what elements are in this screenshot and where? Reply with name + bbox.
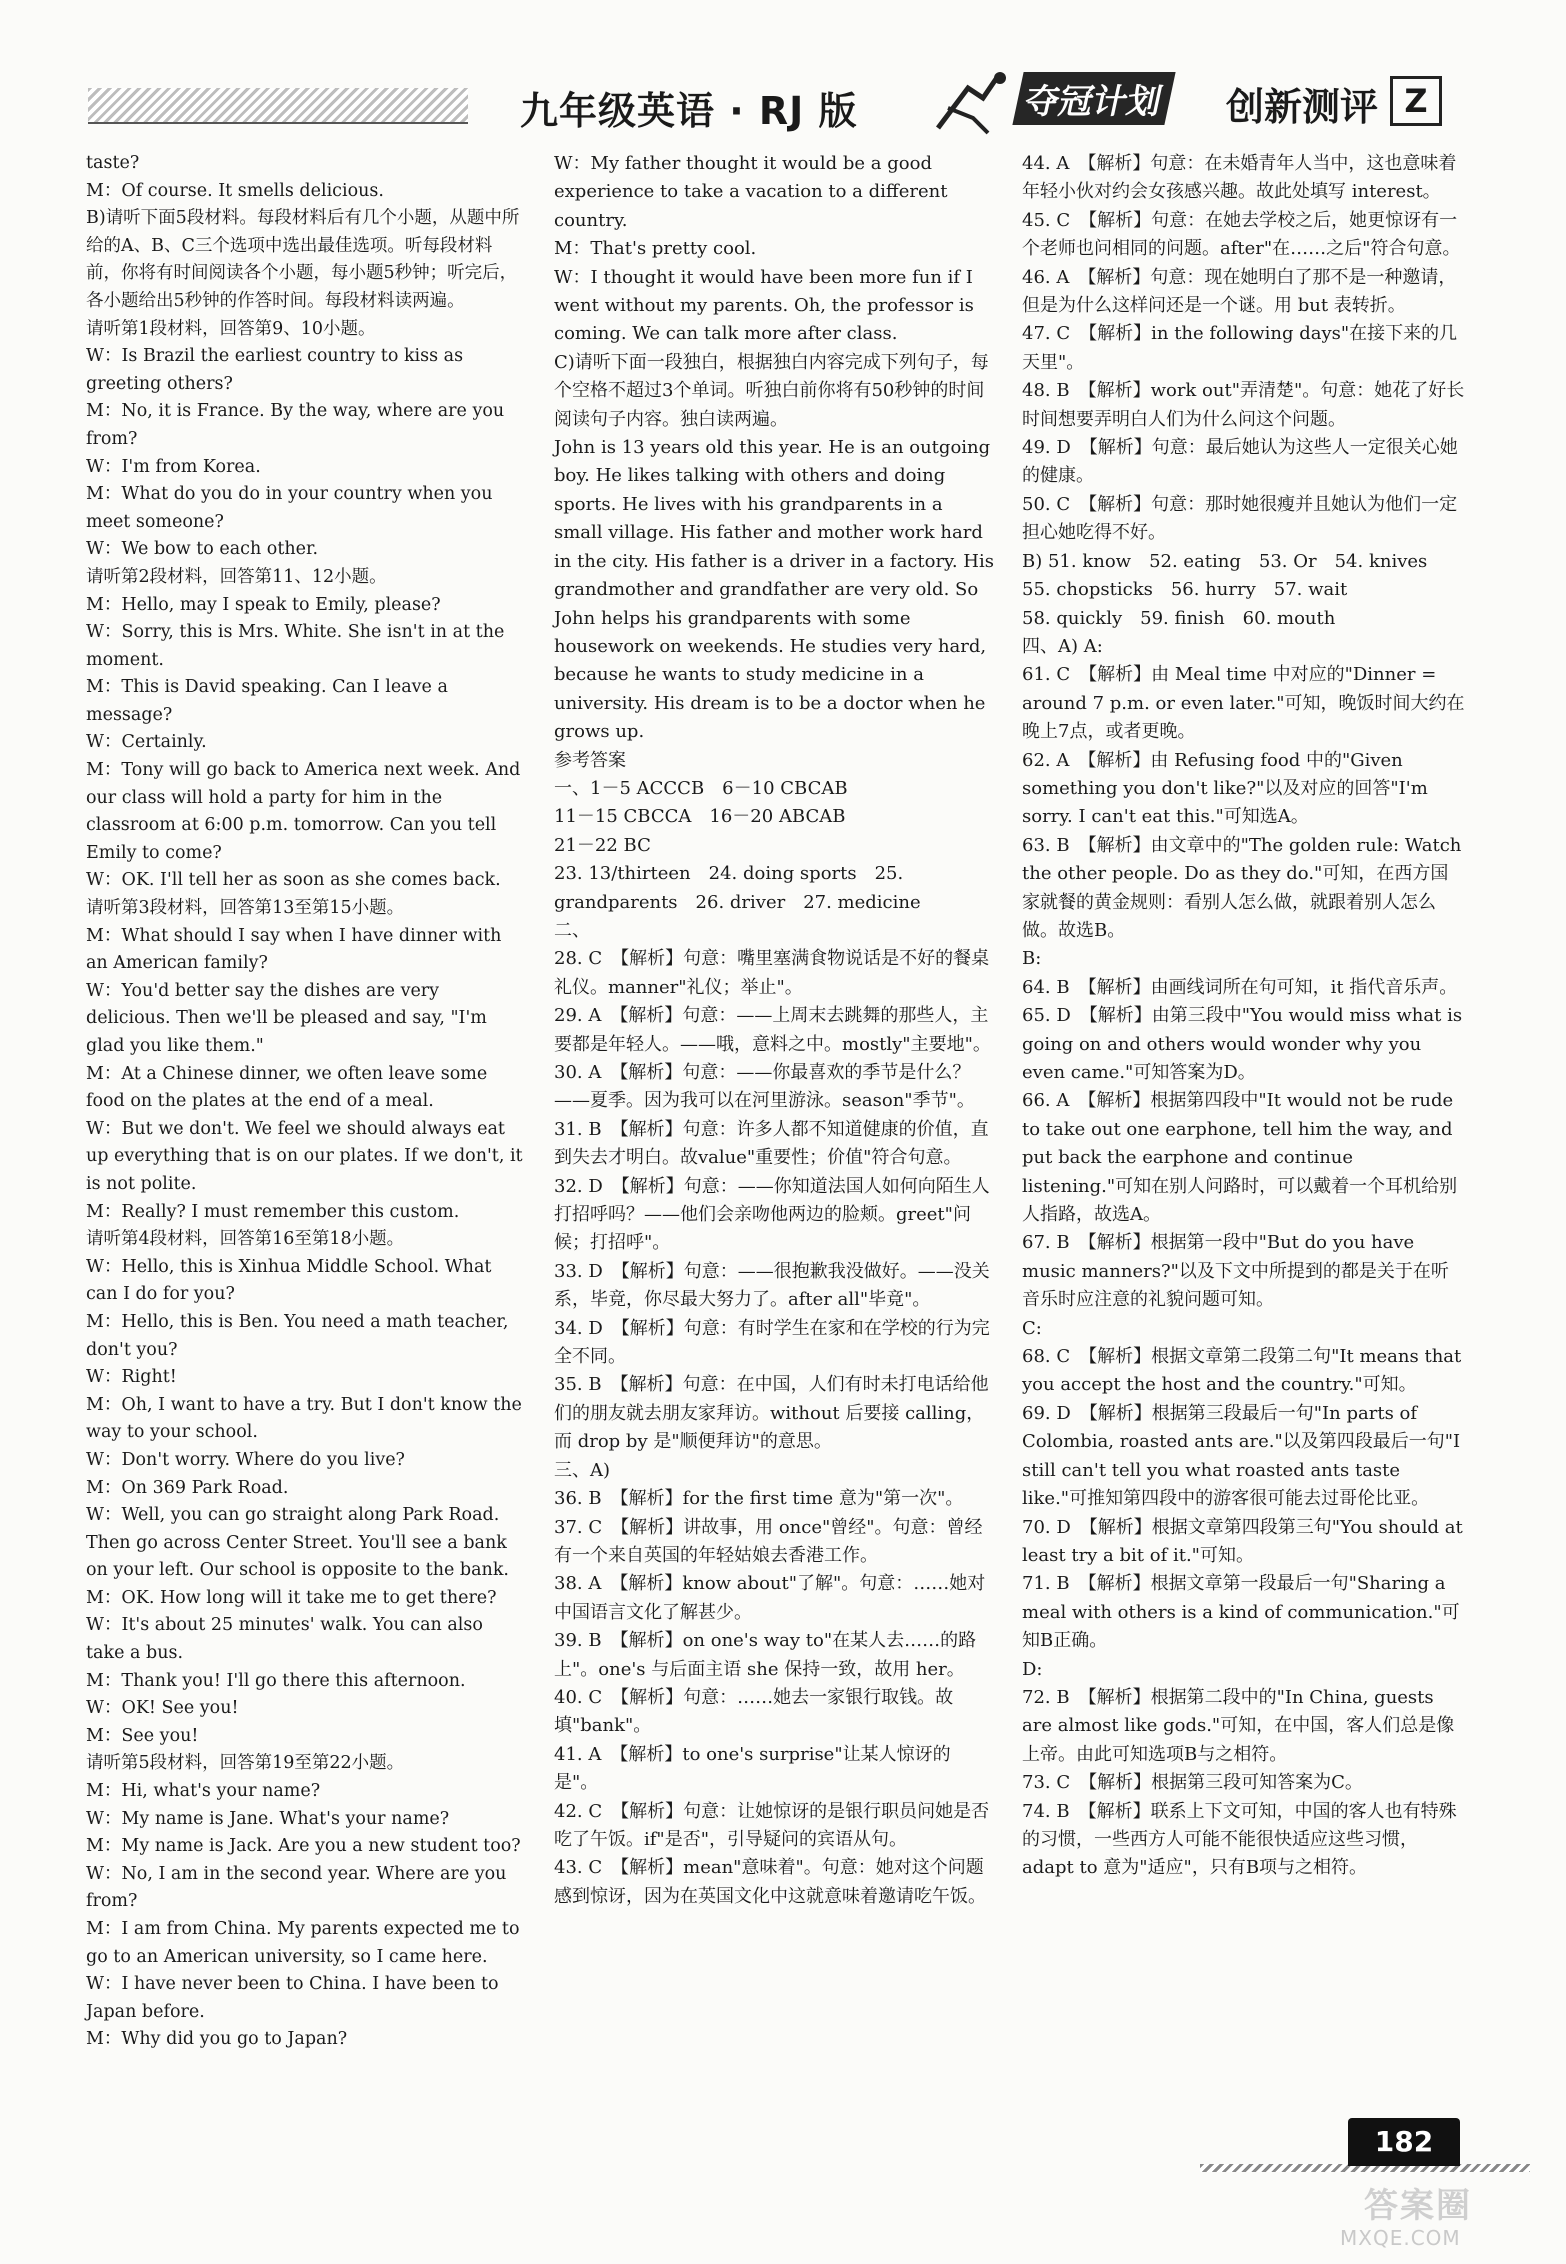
text-line: W：Sorry, this is Mrs. White. She isn't in at the moment. [86, 622, 505, 670]
text-line: 72. B 【解析】根据第二段中的"In China, guests are almost like gods."可知，在中国，客人们总是像上帝。由此可知选项B与之相符。 [1022, 1686, 1455, 1765]
text-line: M：This is David speaking. Can I leave a message? [86, 677, 448, 725]
text-line: M：Tony will go back to America next week. And our class will hold a party for him in the classroom at 6:00 p.m. tomorrow. Can you tell Emily to come? [86, 760, 521, 863]
text-line: W：Certainly. [86, 732, 207, 753]
text-line: 50. C 【解析】句意：那时她很瘦并且她认为他们一定担心她吃得不好。 [1022, 493, 1458, 544]
header-hatch-decoration [88, 88, 468, 124]
text-line: 68. C 【解析】根据文章第二段第二句"It means that you accept the host and the country."可知。 [1022, 1346, 1462, 1396]
series-name: 创新测评 [1226, 85, 1379, 129]
text-line: 46. A 【解析】句意：现在她明白了那不是一种邀请，但是为什么这样问还是一个谜。用 but 表转折。 [1022, 266, 1457, 317]
text-line: 36. B 【解析】for the first time 意为"第一次"。 [554, 1488, 964, 1510]
text-line: M：OK. How long will it take me to get there? [86, 1587, 497, 1608]
text-line: 74. B 【解析】联系上下文可知，中国的客人也有特殊的习惯，一些西方人可能不能很快适应这些习惯，adapt to 意为"适应"，只有B项与之相符。 [1022, 1800, 1457, 1879]
text-line: W：My name is Jane. What's your name? [86, 1808, 450, 1829]
text-line: M：Why did you go to Japan? [86, 2029, 348, 2050]
text-line: 二、 [554, 919, 590, 941]
text-line: W：Right! [86, 1367, 177, 1388]
text-line: M：What should I say when I have dinner with an American family? [86, 925, 502, 974]
text-line: 21－22 BC [554, 834, 651, 856]
trophy-runner-icon [928, 68, 1018, 138]
book-title: 九年级英语 · RJ 版 [520, 89, 858, 133]
text-line: 67. B 【解析】根据第一段中"But do you have music manners?"以及下文中所提到的都是关于在听音乐时应注意的礼貌问题可知。 [1022, 1232, 1449, 1311]
text-line: W：Hello, this is Xinhua Middle School. What can I do for you? [86, 1256, 492, 1305]
page-header [0, 0, 1566, 140]
watermark-url: MXQE.COM [1340, 2226, 1461, 2250]
text-line: B) 51. know 52. eating 53. Or 54. knives [1022, 550, 1428, 572]
text-line: 37. C 【解析】讲故事，用 once"曾经"。句意：曾经有一个来自英国的年轻姑娘去香港工作。 [554, 1516, 983, 1566]
text-line: 请听第3段材料，回答第13至第15小题。 [86, 898, 405, 919]
text-line: 61. C 【解析】由 Meal time 中对应的"Dinner = around 7 p.m. or even later."可知，晚饭时间大约在晚上7点，或者更晚。 [1022, 664, 1465, 743]
text-line: M：Hello, may I speak to Emily, please? [86, 594, 441, 615]
text-line: 70. D 【解析】根据文章第四段第三句"You should at least try a bit of it."可知。 [1022, 1516, 1463, 1566]
text-line: W：No, I am in the second year. Where are you from? [86, 1863, 507, 1912]
brand-logo [928, 68, 1528, 138]
text-line: 49. D 【解析】句意：最后她认为这些人一定很关心她的健康。 [1022, 437, 1458, 487]
text-line: 32. D 【解析】句意：——你知道法国人如何向陌生人打招呼吗？——他们会亲吻他两边的脸颊。greet"问候；打招呼"。 [554, 1175, 990, 1254]
text-line: M：What do you do in your country when you meet someone? [86, 484, 493, 532]
text-line: M：That's pretty cool. [554, 238, 757, 260]
text-line: W：You'd better say the dishes are very delicious. Then we'll be pleased and say, "I'm glad you like them." [86, 980, 487, 1056]
text-line: John is 13 years old this year. He is an outgoing boy. He likes talking with others and doing sports. He lives with his grandparents in a small village. His father and mother work hard in the city. His father is a driver in a factory. His grandmother and grandfather are very old. So John helps his grandparents with some housework on weekends. He studies very hard, because he wants to study medicine in a university. His dream is to be a doctor when he grows up. [554, 437, 994, 743]
text-line: 请听第1段材料，回答第9、10小题。 [86, 318, 376, 339]
text-line: W：OK! See you! [86, 1698, 239, 1719]
text-line: W：It's about 25 minutes' walk. You can also take a bus. [86, 1615, 483, 1664]
text-line: 请听第2段材料，回答第11、12小题。 [86, 566, 387, 587]
text-line: 48. B 【解析】work out"弄清楚"。句意：她花了好长时间想要弄明白人们为什么问这个问题。 [1022, 380, 1465, 430]
text-line: M：Really? I must remember this custom. [86, 1201, 460, 1222]
column-middle [554, 150, 994, 1911]
text-line: 69. D 【解析】根据第三段最后一句"In parts of Colombia, roasted ants are."以及第四段最后一句"I still can't tell you what roasted ants taste like."可推知第四段中的游客很可能去过哥伦比亚。 [1022, 1402, 1461, 1510]
text-line: M：Thank you! I'll go there this afternoon. [86, 1670, 466, 1691]
text-line: 71. B 【解析】根据文章第一段最后一句"Sharing a meal with others is a kind of communication."可知B正确。 [1022, 1573, 1460, 1652]
text-line: 请听第5段材料，回答第19至第22小题。 [86, 1753, 405, 1774]
text-line: 65. D 【解析】由第三段中"You would miss what is going on and others would wonder why you even came."可知答案为D。 [1022, 1005, 1463, 1083]
text-line: 45. C 【解析】句意：在她去学校之后，她更惊讶有一个老师也问相同的问题。after"在……之后"符合句意。 [1022, 209, 1461, 260]
text-line: 43. C 【解析】mean"意味着"。句意：她对这个问题感到惊讶，因为在英国文化中这就意味着邀请吃午饭。 [554, 1857, 986, 1907]
text-line: taste? [86, 153, 140, 173]
text-line: M：Hi, what's your name? [86, 1781, 321, 1802]
text-line: 34. D 【解析】句意：有时学生在家和在学校的行为完全不同。 [554, 1317, 990, 1368]
series-mark: Z [1390, 76, 1442, 126]
text-line: 64. B 【解析】由画线词所在句可知，it 指代音乐声。 [1022, 976, 1458, 998]
text-line: M：I am from China. My parents expected me to go to an American university, so I came here. [86, 1919, 520, 1967]
column-left [86, 150, 526, 2054]
text-line: 35. B 【解析】句意：在中国，人们有时未打电话给他们的朋友就去朋友家拜访。without 后要接 calling，而 drop by 是"顺便拜访"的意思。 [554, 1374, 989, 1453]
text-line: W：We bow to each other. [86, 539, 319, 560]
text-line: M：See you! [86, 1725, 199, 1746]
text-line: W：Is Brazil the earliest country to kiss as greeting others? [86, 346, 464, 394]
text-line: W：I'm from Korea. [86, 456, 261, 477]
text-line: 39. B 【解析】on one's way to"在某人去……的路上"。one's 与后面主语 she 保持一致，故用 her。 [554, 1630, 977, 1680]
text-line: C)请听下面一段独白，根据独白内容完成下列句子，每个空格不超过3个单词。听独白前你将有50秒钟的时间阅读句子内容。独白读两遍。 [554, 351, 989, 430]
text-line: 38. A 【解析】know about"了解"。句意：……她对中国语言文化了解甚少。 [554, 1573, 986, 1623]
text-line: 参考答案 [554, 749, 626, 771]
column-right [1022, 150, 1466, 1883]
watermark-logo: 答案圈 [1364, 2186, 1472, 2226]
text-line: 23. 13/thirteen 24. doing sports 25. grandparents 26. driver 27. medicine [554, 863, 921, 913]
text-line: 一、1－5 ACCCB 6－10 CBCAB [554, 777, 848, 799]
text-line: W：Well, you can go straight along Park Road. Then go across Center Street. You'll see a bank on your left. Our school is opposite to the bank. [86, 1505, 509, 1581]
text-line: 55. chopsticks 56. hurry 57. wait [1022, 579, 1348, 601]
text-line: 四、A) A: [1022, 635, 1103, 657]
text-line: 42. C 【解析】句意：让她惊讶的是银行职员问她是否吃了午饭。if"是否"，引导疑问的宾语从句。 [554, 1800, 990, 1850]
text-line: 73. C 【解析】根据第三段可知答案为C。 [1022, 1772, 1363, 1794]
text-line: 33. D 【解析】句意：——很抱歉我没做好。——没关系，毕竟，你尽最大努力了。after all"毕竟"。 [554, 1260, 990, 1311]
text-line: W：My father thought it would be a good experience to take a vacation to a different country. [554, 153, 948, 231]
text-line: 11－15 CBCCA 16－20 ABCAB [554, 806, 846, 828]
text-line: M：No, it is France. By the way, where are you from? [86, 401, 505, 449]
text-line: M：Oh, I want to have a try. But I don't know the way to your school. [86, 1394, 522, 1443]
text-line: 30. A 【解析】句意：——你最喜欢的季节是什么？——夏季。因为我可以在河里游泳。season"季节"。 [554, 1062, 975, 1112]
text-line: 47. C 【解析】in the following days"在接下来的几天里"。 [1022, 323, 1458, 373]
text-line: M：On 369 Park Road. [86, 1477, 289, 1498]
text-line: M：Hello, this is Ben. You need a math teacher, don't you? [86, 1311, 509, 1360]
text-line: 44. A 【解析】句意：在未婚青年人当中，这也意味着年轻小伙对约会女孩感兴趣。故此处填写 interest。 [1022, 153, 1457, 203]
text-line: 62. A 【解析】由 Refusing food 中的"Given something you don't like?"以及对应的回答"I'm sorry. I can't eat this."可知选A。 [1022, 749, 1428, 828]
text-line: 29. A 【解析】句意：——上周末去跳舞的那些人，主要都是年轻人。——哦，意料之中。mostly"主要地"。 [554, 1005, 991, 1055]
text-line: W：I thought it would have been more fun if I went without my parents. Oh, the professor is coming. We can talk more after class. [554, 266, 974, 345]
text-line: W：But we don't. We feel we should always eat up everything that is on our plates. If we don't, it is not polite. [86, 1118, 523, 1194]
text-line: 63. B 【解析】由文章中的"The golden rule: Watch the other people. Do as they do."可知，在西方国家就餐的黄金规则：看别人怎么做，就跟着别人怎么做。故选B。 [1022, 834, 1462, 941]
text-line: B)请听下面5段材料。每段材料后有几个小题，从题中所给的A、B、C三个选项中选出最佳选项。听每段材料前，你将有时间阅读各个小题，每小题5秒钟；听完后，各小题给出5秒钟的作答时间。每段材料读两遍。 [86, 208, 520, 311]
text-line: 66. A 【解析】根据第四段中"It would not be rude to take out one earphone, tell him the way, and put back the earphone and continue listening."可知在别人问路时，可以戴着一个耳机给别人指路，故选A。 [1022, 1090, 1458, 1226]
text-line: M：Of course. It smells delicious. [86, 180, 384, 201]
text-line: 请听第4段材料，回答第16至第18小题。 [86, 1229, 405, 1250]
page-number: 182 [1348, 2118, 1460, 2166]
text-line: 40. C 【解析】句意：……她去一家银行取钱。故填"bank"。 [554, 1686, 954, 1737]
text-line: W：OK. I'll tell her as soon as she comes back. [86, 870, 501, 891]
text-line: 28. C 【解析】句意：嘴里塞满食物说话是不好的餐桌礼仪。manner"礼仪；举止"。 [554, 948, 990, 998]
brand-name: 夺冠计划 [1012, 72, 1175, 125]
text-line: M：My name is Jack. Are you a new student too? [86, 1836, 521, 1857]
text-line: 31. B 【解析】句意：许多人都不知道健康的价值，直到失去才明白。故value"重要性；价值"符合句意。 [554, 1118, 989, 1169]
text-line: M：At a Chinese dinner, we often leave some food on the plates at the end of a meal. [86, 1063, 488, 1112]
text-line: 三、A) [554, 1459, 611, 1481]
text-line: W：Don't worry. Where do you live? [86, 1449, 405, 1470]
text-line: 41. A 【解析】to one's surprise"让某人惊讶的是"。 [554, 1743, 951, 1794]
text-line: 58. quickly 59. finish 60. mouth [1022, 607, 1336, 629]
text-line: W：I have never been to China. I have been to Japan before. [86, 1974, 499, 2022]
text-line: B: [1022, 948, 1042, 970]
text-line: D: [1022, 1658, 1043, 1680]
text-line: C: [1022, 1317, 1042, 1339]
